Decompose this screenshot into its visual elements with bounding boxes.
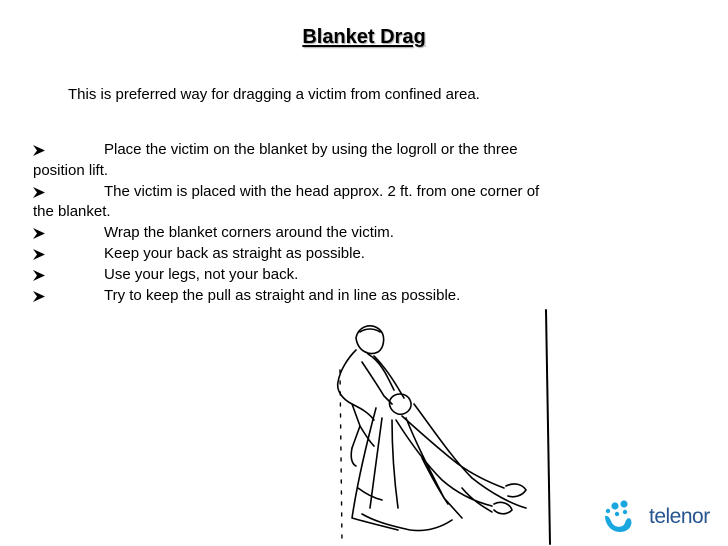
telenor-logo-mark-icon <box>598 497 644 539</box>
list-item-text: The victim is placed with the head approx. 2 ft. from one corner of the blanket. <box>33 182 540 221</box>
arrow-bullet-icon <box>33 249 45 260</box>
logo-wordmark: telenor <box>649 505 710 528</box>
list-item-text: Use your legs, not your back. <box>104 265 299 283</box>
list-item <box>33 182 553 224</box>
blanket-drag-illustration <box>322 308 554 546</box>
list-item-text: Wrap the blanket corners around the victim. <box>104 224 394 242</box>
intro-text: This is preferred way for dragging a victim from confined area. <box>68 86 480 103</box>
list-item-text: Place the victim on the blanket by using the logroll or the three position lift. <box>33 141 518 179</box>
arrow-bullet-icon <box>33 228 45 239</box>
arrow-bullet-icon <box>33 291 45 302</box>
list-item <box>33 223 553 244</box>
arrow-bullet-icon <box>33 145 45 156</box>
list-item <box>33 286 553 307</box>
list-item <box>33 265 553 286</box>
list-item <box>33 140 553 182</box>
list-item <box>33 244 553 265</box>
list-item-text: Try to keep the pull as straight and in line as possible. <box>104 286 461 304</box>
bullet-list <box>33 140 553 306</box>
slide-title: Blanket Drag <box>302 26 426 48</box>
list-item-text: Keep your back as straight as possible. <box>104 244 365 262</box>
arrow-bullet-icon <box>33 270 45 281</box>
telenor-logo <box>598 497 720 539</box>
arrow-bullet-icon <box>33 187 45 198</box>
